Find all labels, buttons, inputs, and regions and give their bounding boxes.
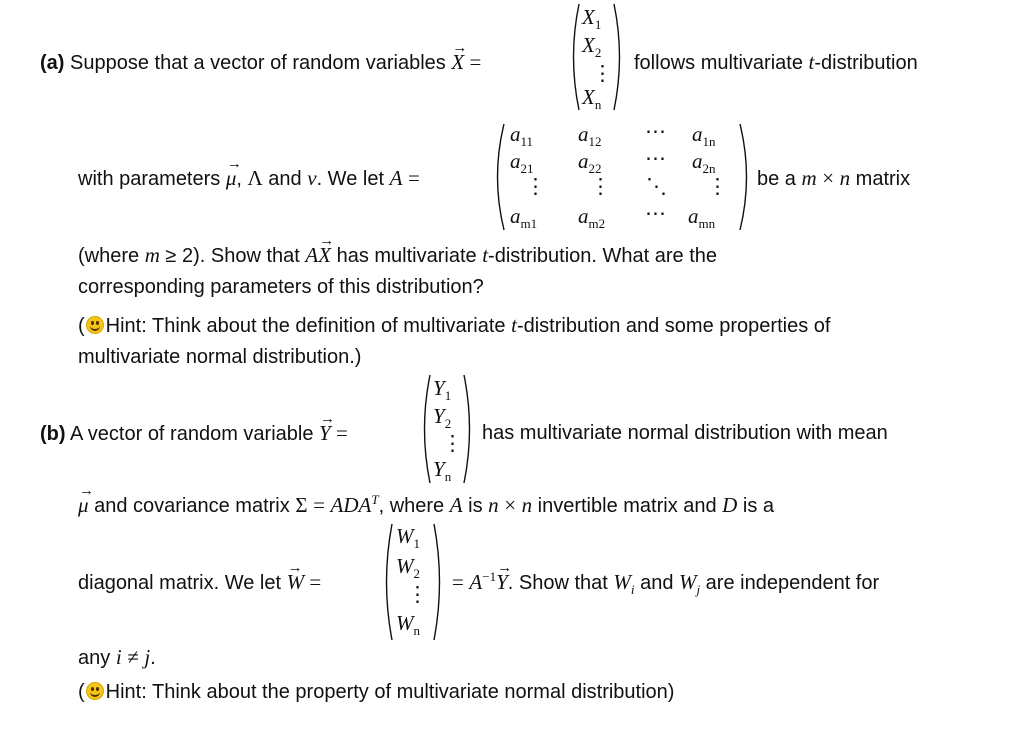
right-paren [462,373,476,485]
matrix-cell: $a_{21}$ [510,149,534,177]
part-a-line2-after: be a m × n matrix [757,166,911,190]
y-vector-entry: ⋮ [442,431,463,455]
part-a-line1-after-text: follows multivariate [634,52,803,74]
part-b-line2: → μ and covariance matrix $\Sigma = ADA^T$, where A is n × n invertible matrix and D is a [78,493,774,518]
w-vector-entry: $W_2$ [396,554,420,582]
matrix-cell: ⋯ [645,201,666,225]
part-b-hint: ( Hint: Think about the property of multivariate normal distribution) [78,681,675,703]
part-a-hint-line1: ( Hint: Think about the definition of multivariate t-distribution and some properties of [78,313,831,337]
matrix-cell: ⋮ [525,174,546,198]
w-vector-entry: ⋮ [407,582,428,606]
matrix-cell: ⋯ [645,119,666,143]
smiley-icon [86,316,104,334]
matrix-cell: ⋮ [707,174,728,198]
matrix-cell: ⋮ [590,174,611,198]
right-paren [738,122,754,232]
matrix-cell: $a_{1n}$ [692,122,716,150]
part-b-hint-text: Hint: Think about the property of multivariate normal distribution) [105,681,675,703]
matrix-cell: $a_{mn}$ [688,204,716,232]
matrix-cell: $a_{22}$ [578,149,602,177]
right-paren [612,2,626,112]
matrix-cell: $a_{12}$ [578,122,602,150]
w-vector-entry: $W_1$ [396,524,420,552]
left-paren [567,2,581,112]
right-paren [432,522,446,642]
smiley-icon [86,682,104,700]
part-a-label: (a) [40,52,65,74]
part-a-hint-line2: multivariate normal distribution.) [78,346,362,368]
part-a-line3: (where m ≥ 2). Show that A→ X has multivariate t-distribution. What are the [78,243,717,268]
y-vector-entry: $Y_2$ [433,404,452,432]
part-a-line1-after: follows multivariate t-distribution [634,50,918,74]
part-a-line2: with parameters → μ, Λ and ν. We let A = [78,166,420,191]
x-vector-entry: $X_n$ [582,85,602,113]
x-vector-entry: $X_1$ [582,5,602,33]
x-vector-entry: ⋮ [592,61,613,85]
matrix-cell: $a_{11}$ [510,122,534,150]
part-a-line1: (a) Suppose that a vector of random variables → X = [40,50,481,75]
matrix-cell: $a_{m1}$ [510,204,538,232]
part-b-line3-after: = $A^{-1}\to Y$. Show that $W_i$ and $W_j$ are independent for [452,570,879,595]
part-a-line2-text: with parameters [78,168,221,190]
part-b-line1-after: has multivariate normal distribution with mean [482,422,888,444]
part-b-line3-text: diagonal matrix. We let [78,572,282,594]
left-paren [380,522,394,642]
matrix-cell: $a_{2n}$ [692,149,716,177]
part-b-line4: any i ≠ j. [78,645,156,669]
matrix-cell: $a_{m2}$ [578,204,606,232]
left-paren [418,373,432,485]
part-b-label: (b) [40,423,66,445]
part-b-line1: (b) A vector of random variable → Y = [40,421,348,446]
left-paren [490,122,506,232]
y-vector-entry: $Y_n$ [433,457,452,485]
part-a-line4: corresponding parameters of this distribution? [78,276,484,298]
matrix-cell: ⋯ [645,146,666,170]
part-b-line1-text: A vector of random variable [70,423,314,445]
part-a-line1-text: Suppose that a vector of random variables [70,52,446,74]
part-b-line3: diagonal matrix. We let → W = [78,570,321,595]
y-vector-entry: $Y_1$ [433,376,452,404]
x-vector-entry: $X_2$ [582,33,602,61]
w-vector-entry: $W_n$ [396,611,420,639]
matrix-cell: ⋱ [646,174,667,198]
